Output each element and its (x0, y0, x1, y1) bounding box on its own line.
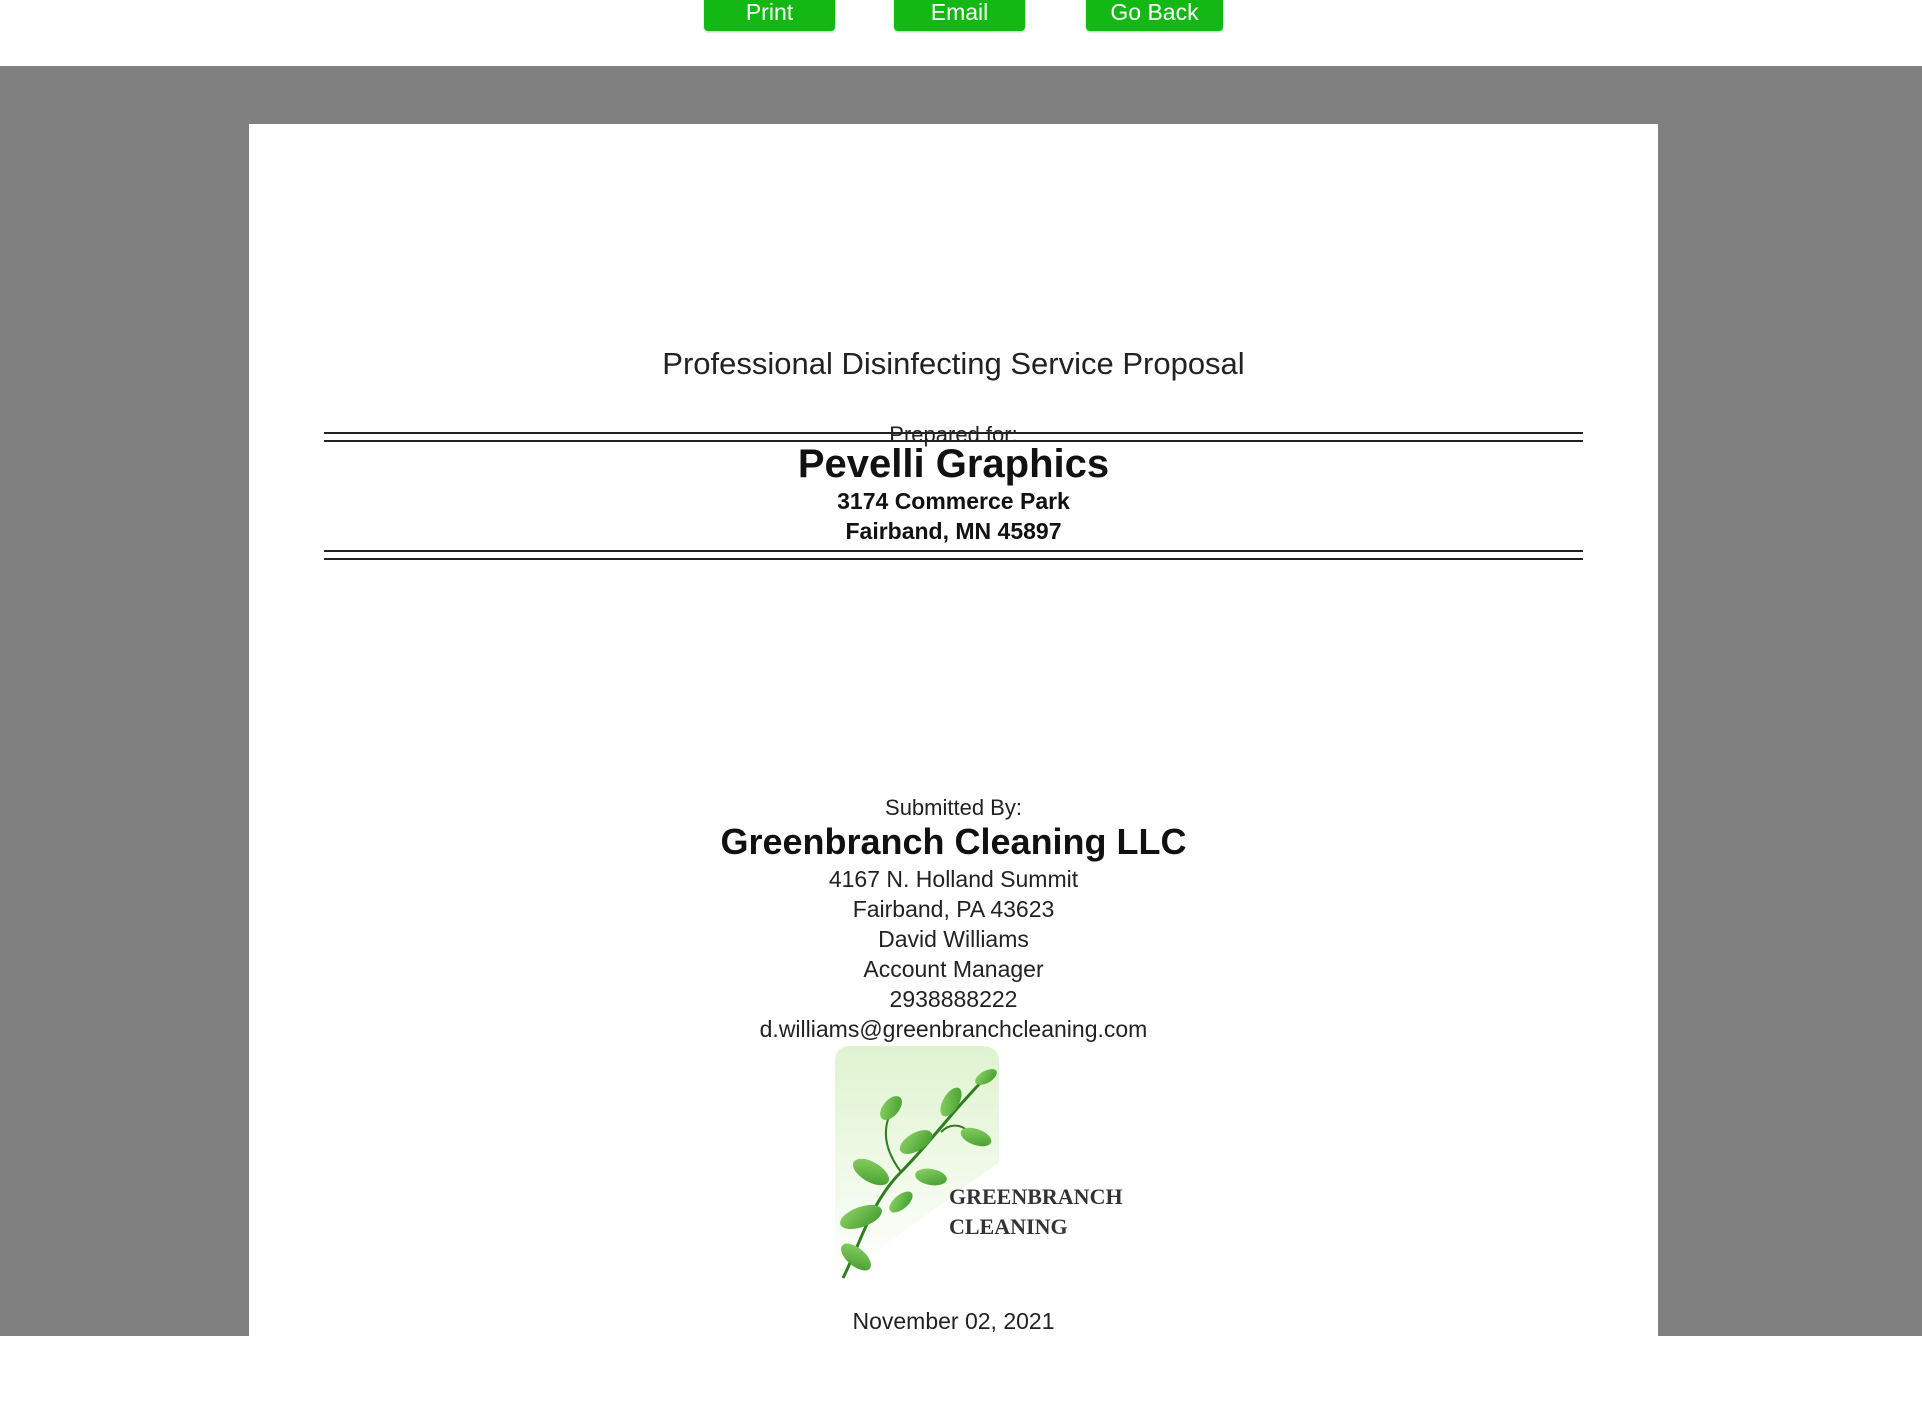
divider-bottom-2 (324, 558, 1583, 560)
client-address-line2: Fairband, MN 45897 (845, 518, 1062, 544)
go-back-button[interactable]: Go Back (1086, 0, 1223, 31)
logo-line1: GREENBRANCH (949, 1184, 1123, 1209)
contact-phone: 2938888222 (889, 986, 1018, 1012)
email-button[interactable]: Email (894, 0, 1025, 31)
company-address-line1: 4167 N. Holland Summit (828, 866, 1079, 892)
company-name: Greenbranch Cleaning LLC (720, 821, 1187, 862)
proposal-page (249, 124, 1658, 1424)
client-address-line1: 3174 Commerce Park (837, 488, 1070, 514)
action-toolbar (0, 0, 1922, 66)
logo-line2: CLEANING (949, 1214, 1068, 1239)
company-address-line2: Fairband, PA 43623 (852, 896, 1055, 922)
proposal-date: November 02, 2021 (852, 1308, 1055, 1334)
divider-bottom-1 (324, 550, 1583, 552)
contact-email: d.williams@greenbranchcleaning.com (759, 1016, 1148, 1042)
print-button[interactable]: Print (704, 0, 835, 31)
proposal-title: Professional Disinfecting Service Proposal (662, 346, 1245, 381)
divider-top-1 (324, 432, 1583, 434)
contact-title: Account Manager (863, 956, 1044, 982)
leaf-branch-icon (835, 1046, 999, 1282)
submitted-by-label: Submitted By: (885, 795, 1022, 820)
company-logo (831, 1042, 1123, 1282)
contact-name: David Williams (878, 926, 1029, 952)
prepared-for-label: Prepared for: (889, 422, 1018, 447)
client-name: Pevelli Graphics (797, 442, 1110, 486)
document-viewer[interactable] (0, 66, 1922, 1336)
